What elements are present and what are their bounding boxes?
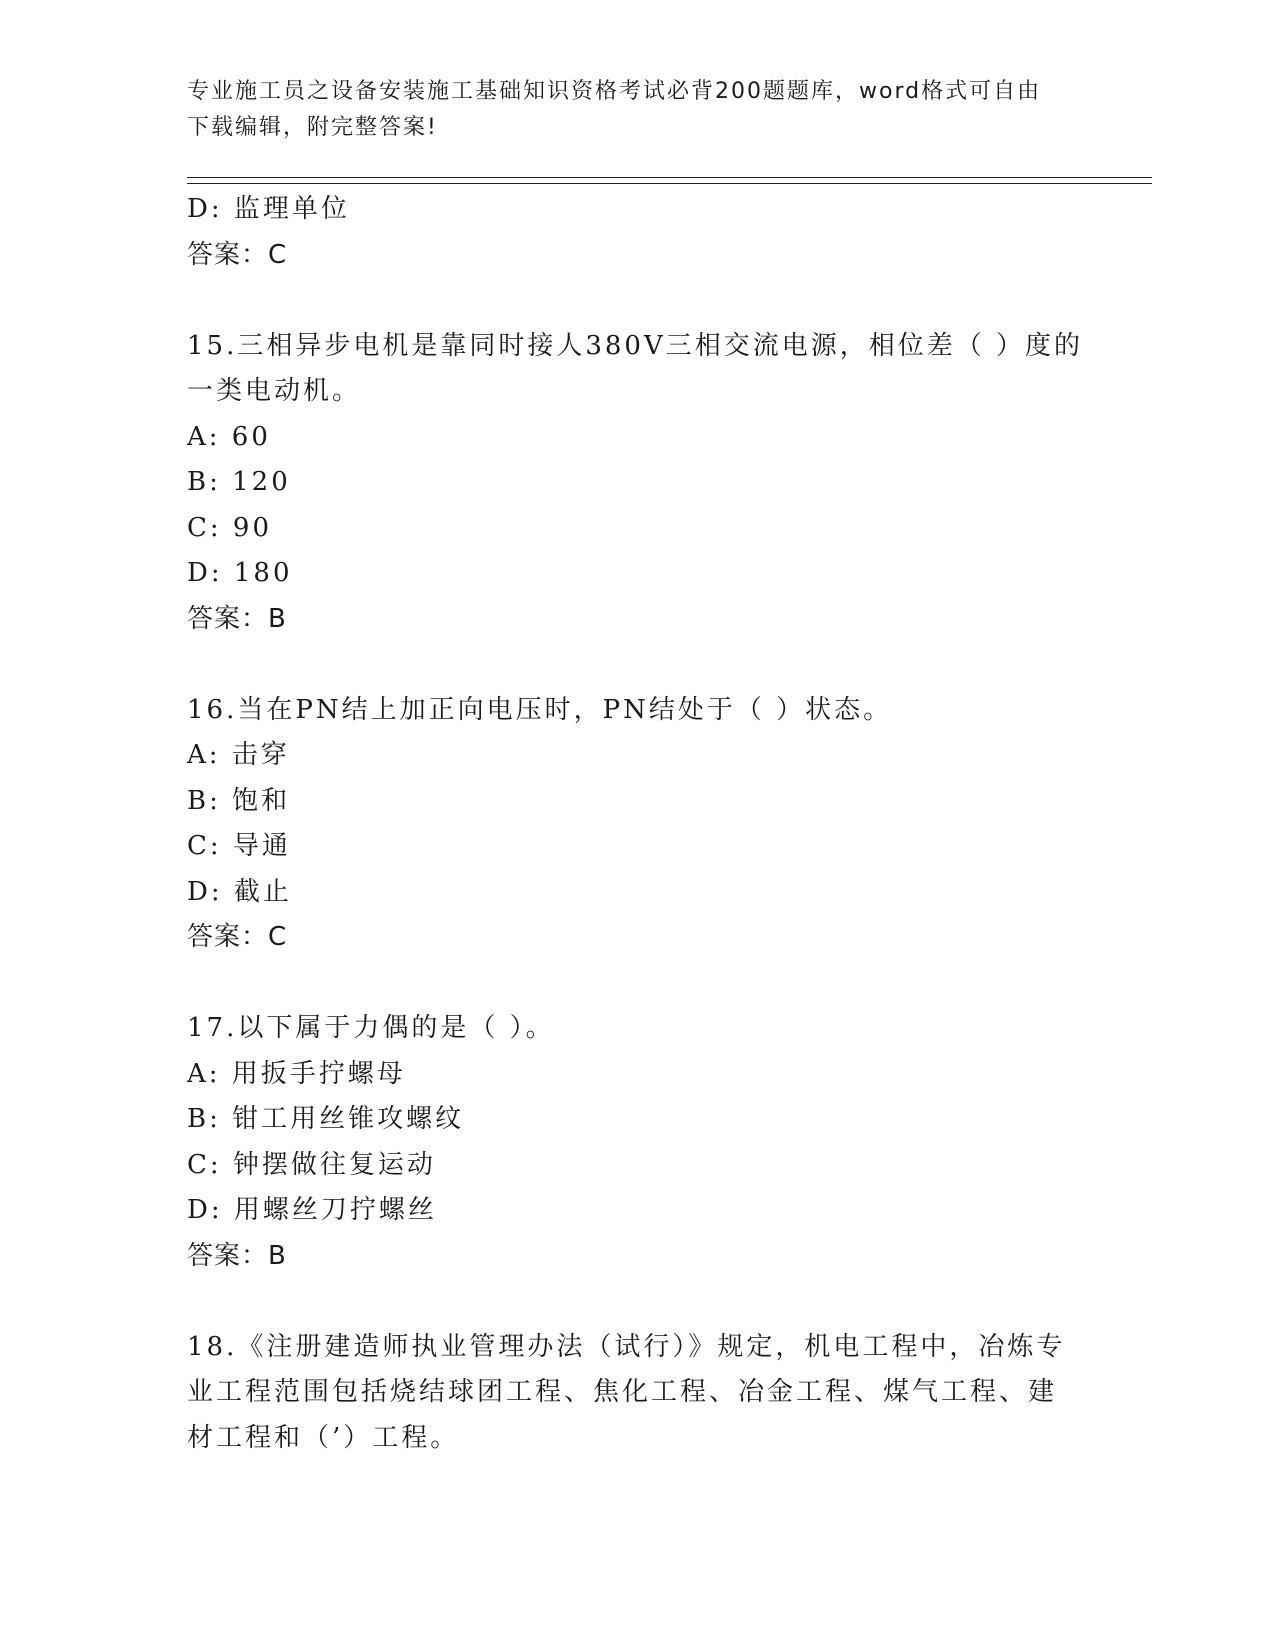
spacer xyxy=(187,642,1087,688)
page-header xyxy=(187,74,1067,146)
question-text-continued: 材工程和（’）工程。 xyxy=(187,1422,460,1453)
spacer xyxy=(187,1279,1087,1325)
question-text-continued: 一类电动机。 xyxy=(187,376,362,406)
question-text: 18.《注册建造师执业管理办法（试行）》规定，机电工程中，冶炼专 xyxy=(187,1331,1066,1362)
option-c: C: 90 xyxy=(187,512,273,543)
option-a: A: 60 xyxy=(187,421,271,452)
option-d: D: 监理单位 xyxy=(187,194,350,224)
option-b: B: 饱和 xyxy=(187,785,291,816)
question-text: 15.三相异步电机是靠同时接人380V三相交流电源，相位差（ ）度的 xyxy=(187,330,1084,361)
answer-line: 答案：C xyxy=(187,922,288,952)
header-line-1: 专业施工员之设备安装施工基础知识资格考试必背200题题库，word格式可自由 xyxy=(187,79,1042,104)
option-c: C: 导通 xyxy=(187,831,291,861)
question-15 xyxy=(187,324,1087,643)
option-d: D: 180 xyxy=(187,558,293,588)
option-a: A: 击穿 xyxy=(187,740,290,770)
answer-line: 答案：B xyxy=(187,603,287,634)
document-body xyxy=(187,187,1087,1461)
option-c: C: 钟摆做往复运动 xyxy=(187,1149,436,1180)
option-b: B: 钳工用丝锥攻螺纹 xyxy=(187,1104,465,1134)
option-d: D: 截止 xyxy=(187,876,292,907)
header-line-2: 下载编辑，附完整答案! xyxy=(187,115,438,140)
question-17 xyxy=(187,1006,1087,1279)
option-a: A: 用扳手拧螺母 xyxy=(187,1058,406,1089)
question-text-continued: 业工程范围包括烧结球团工程、焦化工程、冶金工程、煤气工程、建 xyxy=(187,1377,1058,1407)
question-18 xyxy=(187,1325,1087,1462)
question-text: 16.当在PN结上加正向电压时，PN结处于（ ）状态。 xyxy=(187,694,893,725)
header-divider-bottom xyxy=(187,183,1152,184)
option-d: D: 用螺丝刀拧螺丝 xyxy=(187,1195,437,1225)
question-text: 17.以下属于力偶的是（ ）。 xyxy=(187,1013,555,1043)
spacer xyxy=(187,278,1087,324)
spacer xyxy=(187,961,1087,1007)
carryover-question xyxy=(187,187,1087,278)
answer-line: 答案：B xyxy=(187,1240,287,1271)
header-divider-top xyxy=(187,177,1152,178)
question-16 xyxy=(187,688,1087,961)
answer-line: 答案：C xyxy=(187,239,288,270)
option-b: B: 120 xyxy=(187,467,291,497)
